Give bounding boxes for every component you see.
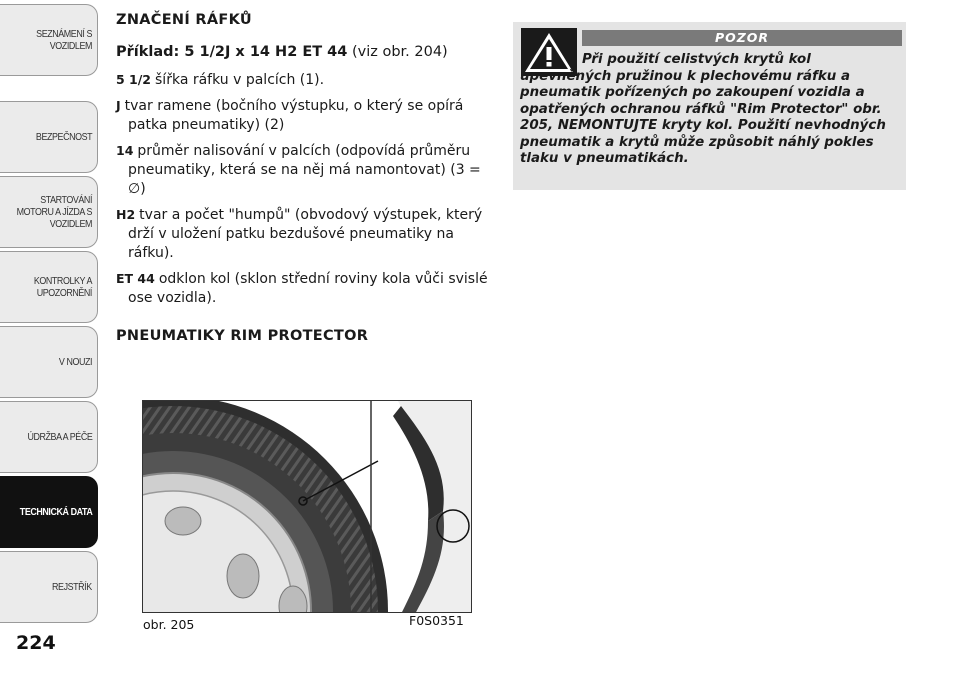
definition-code: H2 [116, 207, 136, 222]
page-number: 224 [16, 632, 56, 654]
tab-label: V NOUZI [58, 356, 92, 368]
definition-item [116, 205, 496, 263]
example-bold: Příklad: 5 1/2J x 14 H2 ET 44 [116, 44, 348, 60]
figure-code: F0S0351 [409, 613, 464, 628]
main-text-column [116, 12, 496, 344]
definition-text: tvar a počet "humpů" (obvodový výstupek, který drží v uložení patku bezdušové pneumatiky na ráfku). [128, 207, 483, 261]
tab-kontrolky[interactable] [0, 251, 98, 323]
tab-seznameni[interactable] [0, 4, 98, 76]
tab-bezpecnost[interactable] [0, 101, 98, 173]
tab-technicka-data[interactable] [0, 476, 98, 548]
tab-label: SEZNÁMENÍ S VOZIDLEM [36, 28, 92, 52]
definition-text: odklon kol (sklon střední roviny kola vůči svislé ose vozidla). [128, 271, 488, 306]
tab-rejstrik[interactable] [0, 551, 98, 623]
tire-illustration [142, 400, 472, 613]
definition-code: 14 [116, 143, 134, 158]
definition-item [116, 96, 496, 135]
definition-code: ET 44 [116, 271, 155, 286]
example-line [116, 44, 496, 60]
tab-label: ÚDRŽBA A PÉČE [27, 431, 92, 443]
definition-code: 5 1/2 [116, 72, 152, 87]
tab-label: KONTROLKY A UPOZORNĚNÍ [33, 275, 92, 299]
definition-item [116, 70, 496, 90]
figure-label: obr. 205 [143, 617, 195, 632]
definition-text: tvar ramene (bočního výstupku, o který se opírá patka pneumatiky) (2) [124, 98, 464, 133]
section-heading: ZNAČENÍ RÁFKŮ [116, 12, 252, 28]
definition-text: šířka ráfku v palcích (1). [155, 72, 325, 88]
tab-label: TECHNICKÁ DATA [19, 506, 92, 518]
tab-udrzba[interactable] [0, 401, 98, 473]
tab-label: STARTOVÁNÍ MOTORU A JÍZDA S VOZIDLEM [16, 194, 92, 230]
tab-label: REJSTŘÍK [52, 581, 92, 593]
definition-item [116, 269, 496, 308]
tab-startovani[interactable] [0, 176, 98, 248]
tab-v-nouzi[interactable] [0, 326, 98, 398]
warning-title: POZOR [582, 30, 902, 46]
definition-item [116, 141, 496, 199]
example-reference: (viz obr. 204) [351, 44, 448, 60]
definition-code: J [116, 98, 121, 113]
warning-text: Při použití celistvých krytů kol upevněných pružinou k plechovému ráfku a pneumatik pořízených po zakoupení vozidla a opatřených ochranou ráfků "Rim Protector" obr. 205, NEMONTUJTE kryty kol. Použití nevhodných pneumatik a krytů může způsobit náhlý pokles tlaku v pneumatikách. [520, 52, 886, 166]
tab-label: BEZPEČNOST [35, 131, 92, 143]
definition-text: průměr nalisování v palcích (odpovídá průměru pneumatiky, která se na něj má namontovat) (3 = ∅) [128, 143, 481, 197]
subsection-heading: PNEUMATIKY RIM PROTECTOR [116, 328, 369, 344]
section-tabs [0, 0, 100, 620]
